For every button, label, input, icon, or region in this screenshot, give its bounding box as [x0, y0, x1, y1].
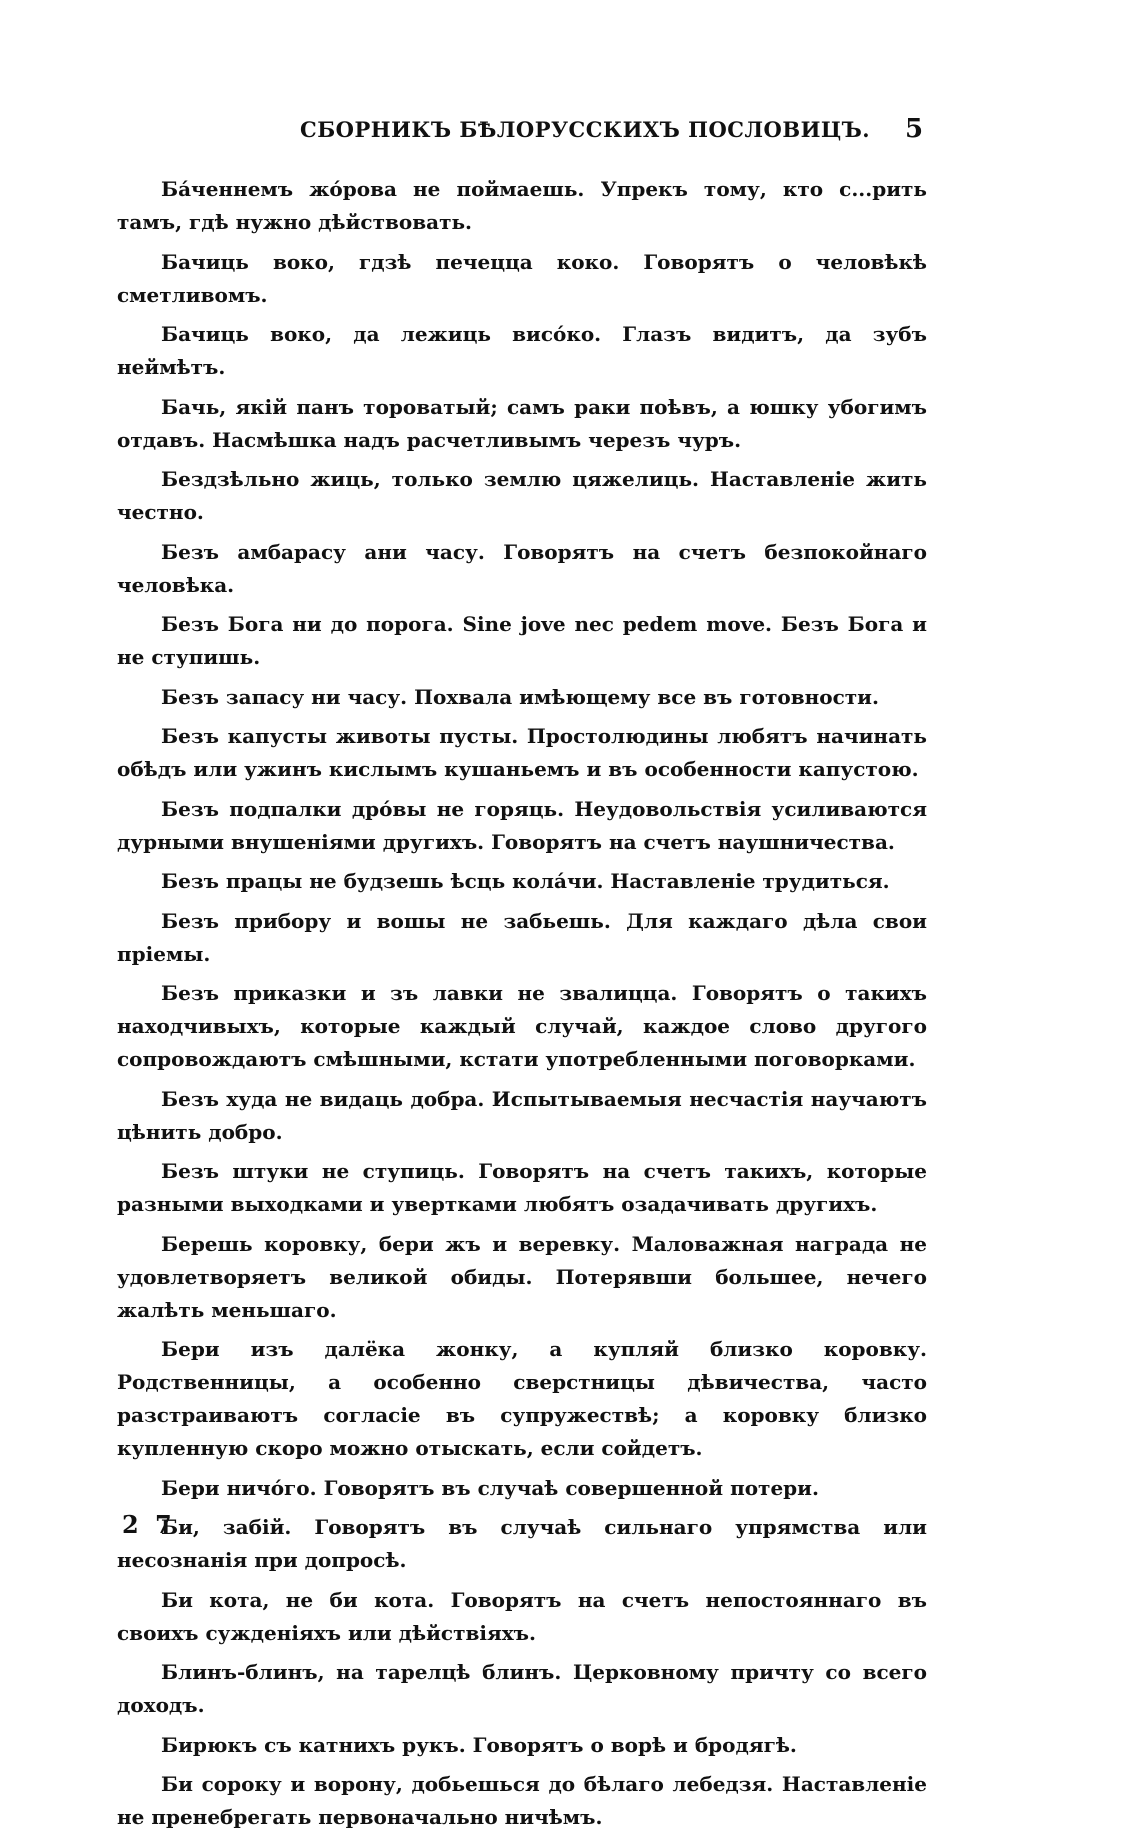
proverb-entry: Безъ приказки и зъ лавки не звалицца. Говорятъ о такихъ находчивыхъ, которые каждый случай, каждое слово другого сопровождаютъ смѣшными, кстати употребленными поговорками. — [117, 981, 927, 1071]
proverb-entry: Безъ худа не видаць добра. Испытываемыя несчастія научаютъ цѣнить добро. — [117, 1086, 927, 1144]
proverb-entry: Безъ подпалки дро́вы не горяць. Неудовольствія усиливаются дурными внушеніями другихъ. Говорятъ на счетъ наушничества. — [117, 796, 927, 854]
proverb-entry: Берешь коровку, бери жъ и веревку. Маловажная награда не удовлетворяетъ великой обиды. Потерявши большее, нечего жалѣть меньшаго. — [117, 1231, 927, 1322]
printer-signature-mark: 2 7 — [122, 1510, 176, 1539]
proverb-entry: Бирюкъ съ катниxъ рукъ. Говорятъ о ворѣ и бродягѣ. — [161, 1732, 797, 1757]
proverb-entry: Бери изъ далёка жонку, а купляй близко коровку. Родственницы, а особенно сверстницы дѣвичества, часто разстраиваютъ согласіе въ супружествѣ; а коровку близко купленную скоро можно отыскать, если сойдетъ. — [117, 1337, 927, 1460]
proverb-entry: Безъ запасу ни часу. Похвала имѣющему все въ готовности. — [161, 684, 879, 709]
proverb-entry: Би кота, не би кота. Говорятъ на счетъ непостояннаго въ своихъ сужденіяхъ или дѣйствіяхъ. — [117, 1587, 927, 1645]
proverb-entry: Безъ капусты животы пусты. Простолюдины любятъ начинать обѣдъ или ужинъ кислымъ кушаньемъ и въ особенности капустою. — [117, 724, 927, 781]
proverb-entry: Бачь, якій панъ тороватый; самъ раки поѣвъ, а юшку убогимъ отдавъ. Насмѣшка надъ расчетливымъ черезъ чуръ. — [117, 394, 927, 452]
proverb-entry: Ба́ченнемъ жо́рова не поймаешь. Упрекъ тому, кто с...рить тамъ, гдѣ нужно дѣйствовать. — [117, 177, 927, 234]
page-number: 5 — [905, 114, 924, 144]
proverb-entry: Бездзѣльно жиць, только землю цяжелиць. Наставленіе жить честно. — [117, 467, 927, 524]
running-header-title: СБОРНИКЪ БѢЛОРУССКИХЪ ПОСЛОВИЦЪ. — [300, 117, 871, 142]
proverb-entry: Би сороку и ворону, добьешься до бѣлаго лебедзя. Наставленіе не пренебрегать первоначально ничѣмъ. — [117, 1772, 927, 1829]
proverb-list — [117, 173, 927, 1841]
proverb-entry: Бери ничо́го. Говорятъ въ случаѣ совершенной потери. — [161, 1475, 819, 1500]
proverb-entry: Бачиць воко, гдзѣ печецца коко. Говорятъ о человѣкѣ сметливомъ. — [117, 249, 927, 307]
proverb-entry: Безъ штуки не ступиць. Говорятъ на счетъ такихъ, которые разными выходками и увертками любятъ озадачивать другихъ. — [117, 1159, 927, 1216]
proverb-entry: Безъ працы не будзешь ѣсць кола́чи. Наставленіе трудиться. — [161, 869, 890, 893]
proverb-entry: Блинъ-блинъ, на тарелцѣ блинъ. Церковному причту со всего доходъ. — [117, 1660, 927, 1717]
proverb-entry: Бачиць воко, да лежиць висо́ко. Глазъ видитъ, да зубъ неймѣтъ. — [117, 322, 927, 379]
proverb-entry: Безъ прибору и вошы не забьешь. Для каждаго дѣла свои пріемы. — [117, 908, 927, 966]
proverb-entry: Би, забій. Говорятъ въ случаѣ сильнаго упрямства или несознанія при допросѣ. — [117, 1515, 927, 1572]
proverb-entry: Безъ Бога ни до порога. Sine jove nec pedem move. Безъ Бога и не ступишь. — [117, 612, 927, 669]
proverb-entry: Безъ амбарасу ани часу. Говорятъ на счетъ безпокойнаго человѣка. — [117, 539, 927, 597]
